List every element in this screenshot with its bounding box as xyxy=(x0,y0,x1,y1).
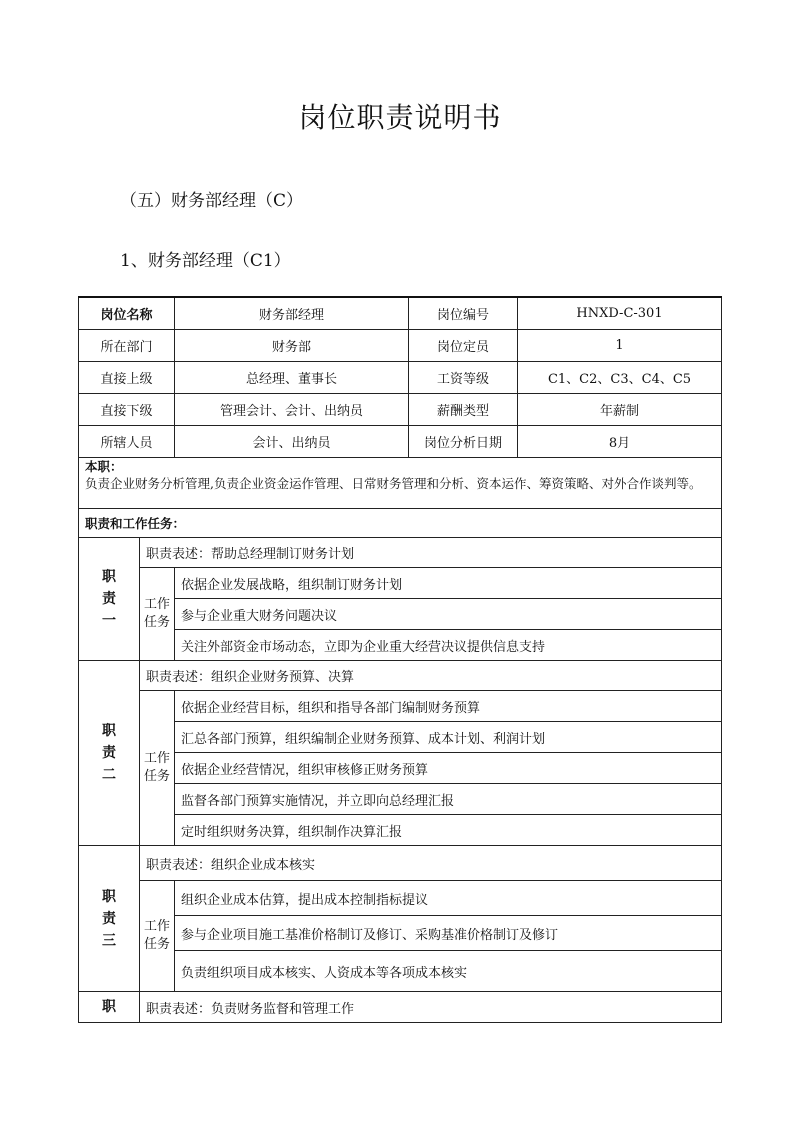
duty-2-name-text: 职责二 xyxy=(101,723,116,783)
duty-3-task-label-text: 工作任务 xyxy=(144,919,171,952)
duty-1-name-text: 职责一 xyxy=(101,569,116,629)
duty-3-statement-row xyxy=(79,846,722,881)
value-subordinate: 管理会计、会计、出纳员 xyxy=(175,394,409,426)
info-row-position xyxy=(79,297,722,330)
info-row-superior xyxy=(79,362,722,394)
info-row-staff xyxy=(79,426,722,458)
duties-header: 职责和工作任务： xyxy=(79,509,722,538)
info-row-subordinate xyxy=(79,394,722,426)
duty-2-task-row xyxy=(79,815,722,846)
duty-2-task-1: 依据企业经营目标，组织和指导各部门编制财务预算 xyxy=(175,691,722,722)
duty-1-name xyxy=(79,538,140,661)
duty-1-statement: 职责表述：帮助总经理制订财务计划 xyxy=(140,538,722,568)
duty-3-statement: 职责表述：组织企业成本核实 xyxy=(140,846,722,881)
job-description-table xyxy=(78,296,722,1023)
info-row-department xyxy=(79,330,722,362)
duty-3-name-text: 职责三 xyxy=(101,888,116,949)
duty-3-task-row xyxy=(79,951,722,992)
document-title: 岗位职责说明书 xyxy=(298,101,502,134)
duty-3-name xyxy=(79,846,140,992)
label-department: 所在部门 xyxy=(79,330,175,362)
label-salary-grade: 工资等级 xyxy=(409,362,518,394)
label-superior: 直接上级 xyxy=(79,362,175,394)
duty-2-task-row xyxy=(79,691,722,722)
duty-1-task-row xyxy=(79,599,722,630)
duty-4-statement: 职责表述：负责财务监督和管理工作 xyxy=(140,992,722,1023)
duty-2-task-3: 依据企业经营情况，组织审核修正财务预算 xyxy=(175,753,722,784)
subsection-heading: 1、财务部经理（C1） xyxy=(120,251,291,271)
duties-header-row xyxy=(79,509,722,538)
duty-1-task-3: 关注外部资金市场动态，立即为企业重大经营决议提供信息支持 xyxy=(175,630,722,661)
value-pay-type: 年薪制 xyxy=(518,394,722,426)
duty-2-task-2: 汇总各部门预算，组织编制企业财务预算、成本计划、利润计划 xyxy=(175,722,722,753)
value-salary-grade: C1、C2、C3、C4、C5 xyxy=(518,362,722,394)
duty-3-task-row xyxy=(79,881,722,916)
duty-3-task-label xyxy=(140,881,175,992)
value-department: 财务部 xyxy=(175,330,409,362)
value-headcount: 1 xyxy=(518,330,722,362)
value-staff: 会计、出纳员 xyxy=(175,426,409,458)
duty-2-task-5: 定时组织财务决算，组织制作决算汇报 xyxy=(175,815,722,846)
section-heading: （五）财务部经理（C） xyxy=(120,191,304,211)
label-analysis-date: 岗位分析日期 xyxy=(409,426,518,458)
label-subordinate: 直接下级 xyxy=(79,394,175,426)
duty-2-task-row xyxy=(79,784,722,815)
summary-cell xyxy=(79,458,722,509)
duty-1-task-label xyxy=(140,568,175,661)
label-position-name: 岗位名称 xyxy=(79,297,175,330)
duty-3-task-3: 负责组织项目成本核实、人资成本等各项成本核实 xyxy=(175,951,722,992)
summary-label: 本职： xyxy=(85,459,123,474)
duty-2-task-4: 监督各部门预算实施情况，并立即向总经理汇报 xyxy=(175,784,722,815)
duty-2-task-row xyxy=(79,753,722,784)
duty-2-task-row xyxy=(79,722,722,753)
duty-1-task-row xyxy=(79,568,722,599)
duty-1-task-label-text: 工作任务 xyxy=(144,597,171,630)
duty-2-statement: 职责表述：组织企业财务预算、决算 xyxy=(140,661,722,691)
summary-row xyxy=(79,458,722,509)
label-staff: 所辖人员 xyxy=(79,426,175,458)
value-position-name: 财务部经理 xyxy=(175,297,409,330)
duty-2-statement-row xyxy=(79,661,722,691)
duty-2-task-label-text: 工作任务 xyxy=(144,751,171,784)
duty-1-statement-row xyxy=(79,538,722,568)
summary-text: 负责企业财务分析管理,负责企业资金运作管理、日常财务管理和分析、资本运作、筹资策略、对外合作谈判等。 xyxy=(85,476,702,491)
value-position-code: HNXD-C-301 xyxy=(518,297,722,330)
duty-1-task-2: 参与企业重大财务问题决议 xyxy=(175,599,722,630)
label-pay-type: 薪酬类型 xyxy=(409,394,518,426)
label-headcount: 岗位定员 xyxy=(409,330,518,362)
label-position-code: 岗位编号 xyxy=(409,297,518,330)
duty-1-task-row xyxy=(79,630,722,661)
duty-4-name: 职 xyxy=(79,992,140,1023)
value-superior: 总经理、董事长 xyxy=(175,362,409,394)
duty-1-task-1: 依据企业发展战略，组织制订财务计划 xyxy=(175,568,722,599)
duty-2-name xyxy=(79,661,140,846)
duty-3-task-2: 参与企业项目施工基准价格制订及修订、采购基准价格制订及修订 xyxy=(175,916,722,951)
duty-3-task-1: 组织企业成本估算，提出成本控制指标提议 xyxy=(175,881,722,916)
duty-4-statement-row xyxy=(79,992,722,1023)
duty-3-task-row xyxy=(79,916,722,951)
value-analysis-date: 8月 xyxy=(518,426,722,458)
duty-2-task-label xyxy=(140,691,175,846)
